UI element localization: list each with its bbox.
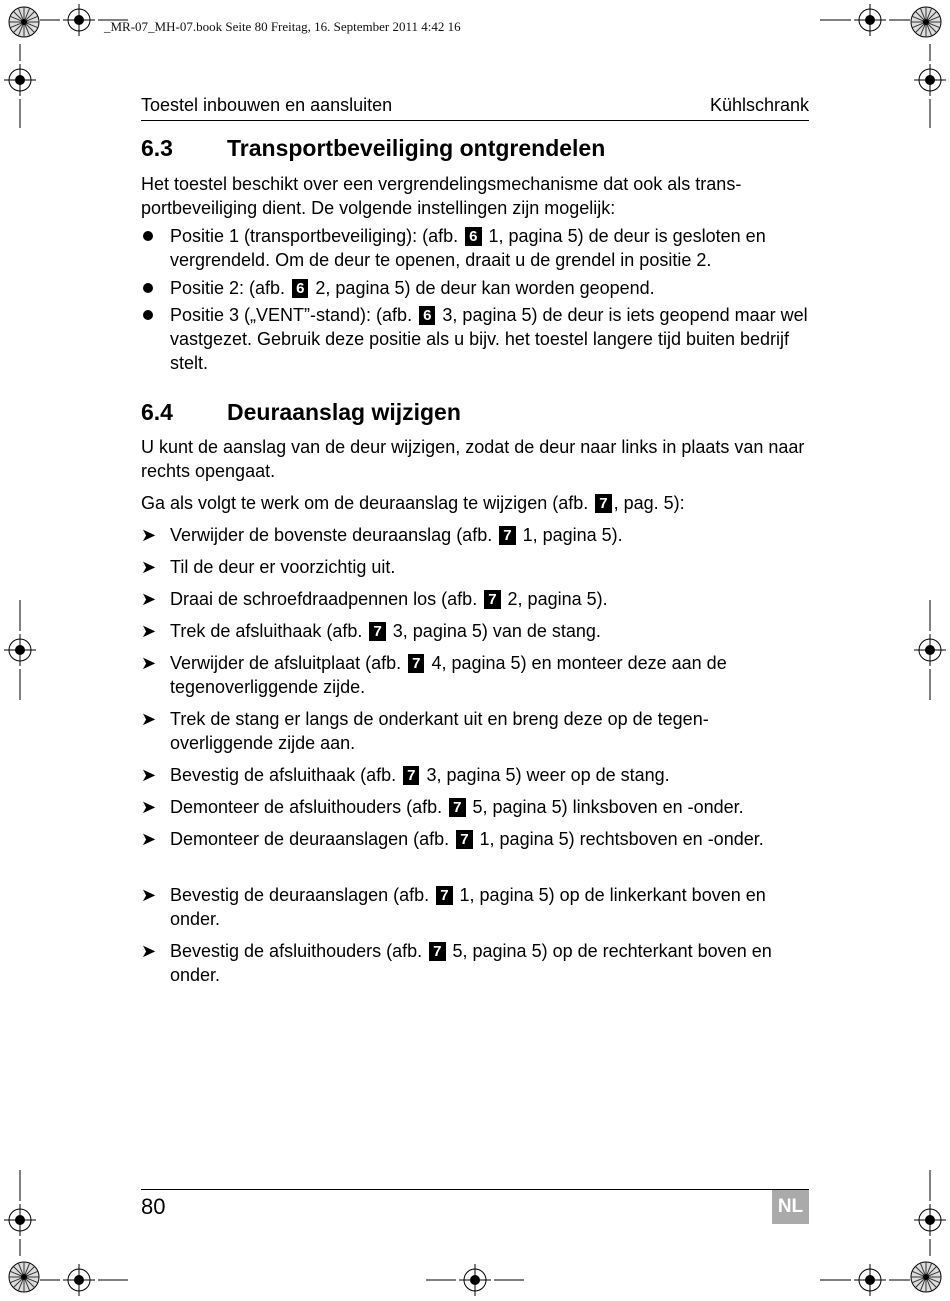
step-text: Verwijder de bovenste deuraanslag (afb. [170, 525, 498, 545]
step-text: Bevestig de afsluithouders (afb. [170, 941, 428, 961]
arrow-right-icon: ➤ [141, 621, 157, 641]
step-text: 5, pagina 5) linksboven en -onder. [467, 797, 744, 817]
arrow-right-icon: ➤ [141, 653, 157, 673]
intro-line: portbeveiliging dient. De volgende instellingen zijn mogelijk: [141, 198, 616, 218]
intro-line: Het toestel beschikt over een vergrendelingsmechanisme dat ook als trans- [141, 174, 742, 194]
step-text: 3, pagina 5) weer op de stang. [421, 765, 670, 785]
registration-mark-icon [854, 4, 886, 36]
figure-label: 7 [595, 494, 611, 513]
figure-label: 7 [449, 798, 465, 817]
step-text: Draai de schroefdraadpennen los (afb. [170, 589, 483, 609]
registration-mark-icon [63, 1264, 95, 1296]
step-text: Til de deur er voorzichtig uit. [170, 557, 396, 577]
step-text: Demonteer de afsluithouders (afb. [170, 797, 448, 817]
registration-mark-icon [914, 634, 946, 666]
page-number: 80 [141, 1194, 166, 1219]
arrow-right-icon: ➤ [141, 941, 157, 961]
step-text: 1, pagina 5) rechtsboven en -onder. [474, 829, 764, 849]
color-wheel-icon [911, 1262, 941, 1292]
registration-mark-icon [63, 4, 95, 36]
step-text: Bevestig de afsluithaak (afb. [170, 765, 402, 785]
section-number: 6.4 [141, 399, 173, 425]
step-text: Bevestig de deuraanslagen (afb. [170, 885, 435, 905]
step-text: 1, pagina 5). [517, 525, 623, 545]
registration-mark-icon [914, 1204, 946, 1236]
figure-label: 6 [292, 279, 308, 298]
figure-label: 6 [419, 306, 435, 325]
arrow-right-icon: ➤ [141, 829, 157, 849]
item-text: Positie 1 (transportbeveiliging): (afb. [170, 226, 464, 246]
step-text: Verwijder de afsluitplaat (afb. [170, 653, 407, 673]
item-text: 1, pagina 5) de deur is gesloten en vergrendeld. Om de deur te openen, draait u de grendel in positie 2. [170, 226, 766, 270]
print-info-line: _MR-07_MH-07.book Seite 80 Freitag, 16. September 2011 4:42 16 [104, 19, 461, 34]
steps-intro-text: Ga als volgt te werk om de deuraanslag te wijzigen (afb. [141, 493, 594, 513]
figure-label: 7 [436, 886, 452, 905]
color-wheel-icon [9, 1262, 39, 1292]
color-wheel-icon [911, 7, 941, 37]
section-title: Deuraanslag wijzigen [227, 399, 461, 425]
running-header-chapter: Toestel inbouwen en aansluiten [141, 95, 393, 115]
arrow-right-icon: ➤ [141, 525, 157, 545]
step-text: 5, pagina 5) op de rechterkant boven en onder. [170, 941, 772, 985]
registration-mark-icon [854, 1264, 886, 1296]
arrow-right-icon: ➤ [141, 765, 157, 785]
figure-label: 7 [403, 766, 419, 785]
steps-intro-text: , pag. 5): [613, 493, 685, 513]
figure-label: 7 [456, 830, 472, 849]
figure-label: 7 [499, 526, 515, 545]
section-number: 6.3 [141, 135, 173, 161]
registration-mark-icon [914, 64, 946, 96]
figure-label: 7 [369, 622, 385, 641]
arrow-right-icon: ➤ [141, 589, 157, 609]
section-6-4-intro: U kunt de aanslag van de deur wijzigen, zodat de deur naar links in plaats van naar rechts opengaat. [141, 437, 805, 481]
item-text: 2, pagina 5) de deur kan worden geopend. [310, 278, 655, 298]
step-text: Demonteer de deuraanslagen (afb. [170, 829, 455, 849]
step-text: 4, pagina 5) en monteer deze aan de tegenoverliggende zijde. [170, 653, 727, 697]
arrow-right-icon: ➤ [141, 557, 157, 577]
figure-label: 7 [484, 590, 500, 609]
figure-label: 6 [465, 227, 481, 246]
arrow-right-icon: ➤ [141, 885, 157, 905]
figure-label: 7 [408, 654, 424, 673]
item-text: Positie 2: (afb. [170, 278, 291, 298]
step-text: 1, pagina 5) op de linkerkant boven en onder. [170, 885, 766, 929]
section-title: Transportbeveiliging ontgrendelen [227, 135, 606, 161]
registration-mark-icon [4, 1204, 36, 1236]
arrow-right-icon: ➤ [141, 797, 157, 817]
registration-mark-icon [459, 1264, 491, 1296]
running-header-product: Kühlschrank [709, 95, 809, 115]
arrow-right-icon: ➤ [141, 709, 157, 729]
registration-mark-icon [4, 64, 36, 96]
step-text: 3, pagina 5) van de stang. [387, 621, 601, 641]
registration-mark-icon [4, 634, 36, 666]
figure-label: 7 [429, 942, 445, 961]
item-text: 3, pagina 5) de deur is iets geopend maar wel vastgezet. Gebruik deze positie als u bijv. het toestel langere tijd buiten bedrijf stelt. [170, 305, 808, 373]
step-text: Trek de afsluithaak (afb. [170, 621, 368, 641]
item-text: Positie 3 („VENT”-stand): (afb. [170, 305, 418, 325]
color-wheel-icon [9, 7, 39, 37]
language-badge: NL [772, 1190, 809, 1224]
step-text: 2, pagina 5). [502, 589, 608, 609]
step-text: Trek de stang er langs de onderkant uit en breng deze op de tegen-overliggende zijde aan. [170, 709, 709, 753]
